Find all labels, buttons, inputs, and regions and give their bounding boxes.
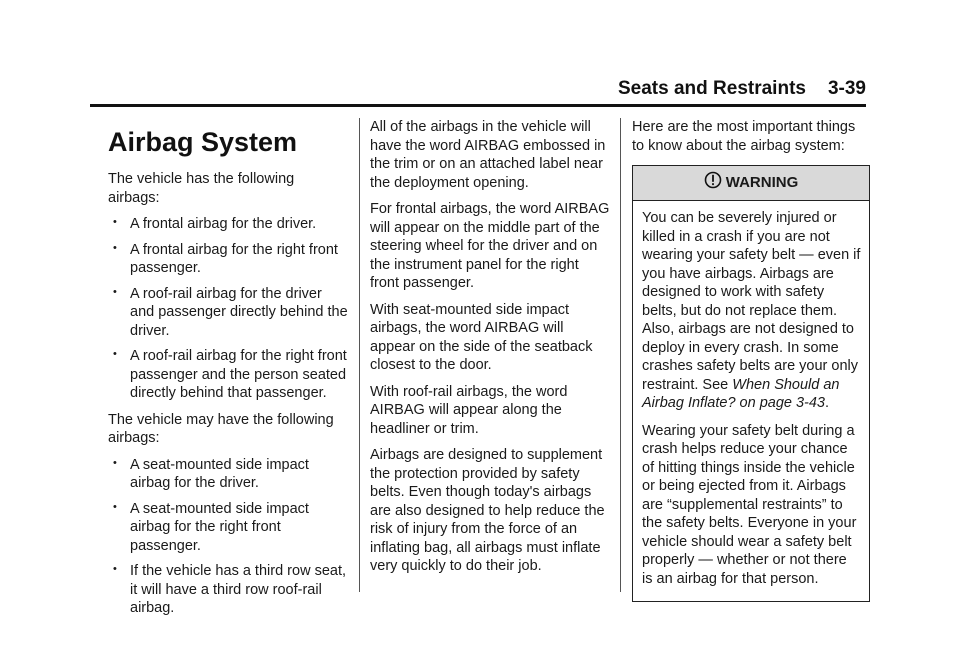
page-title: Airbag System — [108, 127, 298, 157]
list-item — [108, 285, 348, 341]
bullet-icon: • — [113, 241, 117, 254]
list-item-text: A frontal airbag for the driver. — [130, 216, 317, 232]
warning-title: WARNING — [725, 173, 799, 191]
optional-airbag-list — [108, 456, 348, 618]
list-item — [108, 241, 348, 278]
warning-icon — [704, 171, 722, 195]
airbag-list — [108, 215, 348, 403]
paragraph: All of the airbags in the vehicle will have the word AIRBAG embossed in the trim or on an attached label near the deployment opening. — [370, 119, 606, 191]
list-item — [108, 456, 348, 493]
column-1 — [108, 118, 348, 626]
paragraph: With roof-rail airbags, the word AIRBAG will appear along the headliner or trim. — [370, 383, 568, 437]
list-item — [108, 562, 348, 618]
list-item — [108, 215, 348, 234]
list-item — [108, 500, 348, 556]
intro-paragraph: The vehicle has the following airbags: — [108, 171, 295, 206]
paragraph: For frontal airbags, the word AIRBAG will appear on the middle part of the steering wheel for the driver and on the instrument panel for the right front passenger. — [370, 201, 610, 291]
warning-text: You can be severely injured or killed in a crash if you are not wearing your safety belt — even if you have airbags. Airbags are designed to work with safety belts, but do not replace them. Also, airbags are not designed to deploy in every crash. In some crashes safety belts are your only restraint. See — [642, 210, 861, 393]
paragraph: Airbags are designed to supplement the protection provided by safety belts. Even though today's airbags are also designed to help reduce the risk of injury from the force of an inflating bag, all airbags must inflate very quickly to do their job. — [370, 447, 605, 574]
list-item-text: A frontal airbag for the right front passenger. — [130, 241, 338, 276]
warning-header — [633, 166, 869, 201]
warning-text-end: . — [825, 395, 830, 411]
column-divider — [359, 118, 360, 592]
warning-box — [632, 165, 870, 602]
page-header — [90, 74, 866, 107]
bullet-icon: • — [113, 216, 117, 228]
bullet-icon: • — [113, 456, 117, 469]
bullet-icon: • — [113, 500, 117, 513]
cross-reference-link[interactable]: When Should an Airbag Inflate? on page 3-43 — [642, 376, 840, 411]
intro-paragraph: Here are the most important things to know about the airbag system: — [632, 119, 856, 154]
list-item-text: A roof-rail airbag for the right front passenger and the person seated directly behind that passenger. — [130, 348, 347, 401]
warning-paragraph — [642, 209, 861, 413]
bullet-icon: • — [113, 348, 117, 360]
list-item-text: If the vehicle has a third row seat, it will have a third row roof-rail airbag. — [130, 563, 346, 616]
warning-body — [633, 201, 869, 601]
section-title: Seats and Restraints — [618, 78, 806, 99]
list-item-text: A roof-rail airbag for the driver and passenger directly behind the driver. — [130, 285, 348, 339]
bullet-icon: • — [113, 285, 117, 298]
column-divider — [620, 118, 621, 592]
column-3 — [632, 118, 870, 602]
intro-paragraph-2: The vehicle may have the following airbags: — [108, 411, 334, 446]
list-item-text: A seat-mounted side impact airbag for the right front passenger. — [130, 500, 309, 554]
warning-paragraph: Wearing your safety belt during a crash helps reduce your chance of hitting things inside the vehicle or being ejected from it. Airbags are “supplemental restraints” to the safety belts. Everyone in your vehicle should wear a safety belt properly — whether or not there is an airbag for that person. — [642, 422, 857, 587]
page-number: 3-39 — [827, 78, 866, 99]
list-item-text: A seat-mounted side impact airbag for the driver. — [130, 456, 309, 491]
list-item — [108, 347, 348, 403]
header-text — [618, 78, 866, 100]
column-2 — [370, 118, 610, 584]
paragraph: With seat-mounted side impact airbags, the word AIRBAG will appear on the side of the seatback closest to the door. — [370, 301, 593, 373]
bullet-icon: • — [113, 563, 117, 575]
